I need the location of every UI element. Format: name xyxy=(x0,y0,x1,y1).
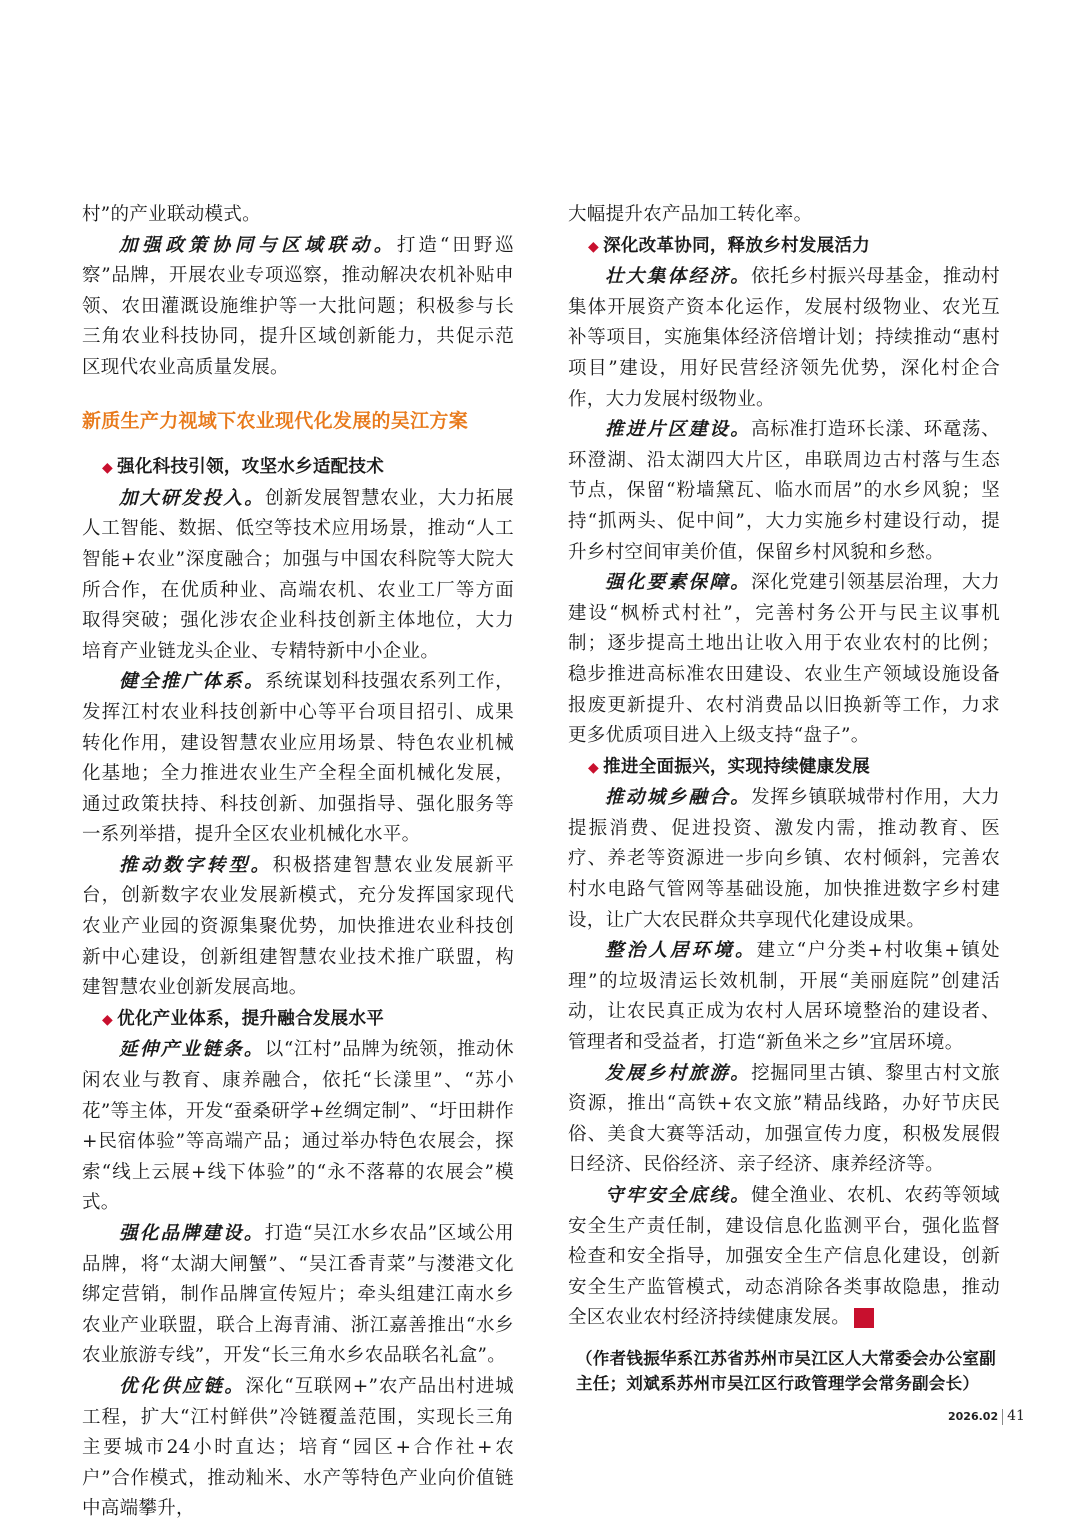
paragraph-body: 系统谋划科技强农系列工作，发挥江村农业科技创新中心等平台项目招引、成果转化作用，建设智慧农业应用场景、特色农业机械化基地；全力推进农业生产全程全面机械化发展，通过政策扶持、科技创新、加强指导、强化服务等一系列举措，提升全区农业机械化水平。 xyxy=(82,671,514,846)
paragraph-body: 健全渔业、农机、农药等领域安全生产责任制，建设信息化监测平台，强化监督检查和安全指导，加强安全生产信息化建设，创新安全生产监管模式，动态消除各类事故隐患，推动全区农业农村经济持续健康发展。 xyxy=(568,1185,1000,1329)
paragraph-body: 深化党建引领基层治理，大力建设“枫桥式村社”，完善村务公开与民主议事机制；逐步提高土地出让收入用于农业农村的比例；稳步推进高标准农田建设、农业生产领域设施设备报废更新提升、农村消费品以旧换新等工作，力求更多优质项目进入上级支持“盘子”。 xyxy=(568,572,1000,747)
paragraph-body: 打造“吴江水乡农品”区域公用品牌，将“太湖大闸蟹”、“吴江香青菜”与漤港文化绑定营销，制作品牌宣传短片；牵头组建江南水乡农业产业联盟，联合上海青浦、浙江嘉善推出“水乡农业旅游专线”，开发“长三角水乡农品联名礼盒”。 xyxy=(82,1223,514,1367)
paragraph xyxy=(568,415,1000,568)
diamond-bullet-icon: ◆ xyxy=(588,759,600,776)
diamond-bullet-icon: ◆ xyxy=(102,1011,114,1028)
paragraph-body: 建立“户分类+村收集+镇处理”的垃圾清运长效机制，开展“美丽庭院”创建活动，让农民真正成为农村人居环境整治的建设者、管理者和受益者，打造“新鱼米之乡”宜居环境。 xyxy=(568,940,1000,1054)
paragraph xyxy=(568,1181,1000,1334)
paragraph-lead: 发展乡村旅游。 xyxy=(605,1062,752,1084)
subheading xyxy=(82,452,514,484)
paragraph xyxy=(82,1035,514,1219)
paragraph-lead: 推动城乡融合。 xyxy=(605,787,752,809)
paragraph-lead: 推进片区建设。 xyxy=(605,419,752,441)
paragraph-lead: 整治人居环境。 xyxy=(605,940,757,962)
diamond-bullet-icon: ◆ xyxy=(102,460,114,477)
paragraph xyxy=(82,851,514,1004)
paragraph-lead: 壮大集体经济。 xyxy=(605,266,752,288)
paragraph-body: 挖掘同里古镇、黎里古村文旅资源，推出“高铁+农文旅”精品线路，办好节庆民俗、美食大赛等活动，加强宣传力度，积极发展假日经济、民俗经济、亲子经济、康养经济等。 xyxy=(568,1062,1000,1176)
paragraph-body: 依托乡村振兴母基金，推动村集体开展资产资本化运作，发展村级物业、农光互补等项目，实施集体经济倍增计划；持续推动“惠村项目”建设，用好民营经济领先优势，深化村企合作，大力发展村级物业。 xyxy=(568,266,1000,410)
page-number: 41 xyxy=(1007,1408,1025,1424)
paragraph-lead: 优化供应链。 xyxy=(119,1375,246,1397)
paragraph xyxy=(568,1059,1000,1181)
paragraph-body: 打造“田野巡察”品牌，开展农业专项巡察，推动解决农机补贴申领、农田灌溉设施维护等一大批问题；积极参与长三角农业科技协同，提升区域创新能力，共促示范区现代农业高质量发展。 xyxy=(82,234,514,378)
section-title: 新质生产力视域下农业现代化发展的吴江方案 xyxy=(82,409,469,432)
paragraph-body: 高标准打造环长漾、环鼋荡、环澄湖、沿太湖四大片区，串联周边古村落与生态节点，保留“粉墙黛瓦、临水而居”的水乡风貌；坚持“抓两头、促中间”，大力实施乡村建设行动，提升乡村空间审美价值，保留乡村风貌和乡愁。 xyxy=(568,419,1000,563)
paragraph-body: 深化“互联网+”农产品出村进城工程，扩大“江村鲜供”冷链覆盖范围，实现长三角主要城市24小时直达；培育“园区+合作社+农户”合作模式，推动籼米、水产等特色产业向价值链中高端攀升， xyxy=(82,1375,514,1520)
left-column xyxy=(82,200,514,1525)
paragraph xyxy=(568,568,1000,752)
paragraph-body: 发挥乡镇联城带村作用，大力提振消费、促进投资、激发内需，推动教育、医疗、养老等资源进一步向乡镇、农村倾斜，完善农村水电路气管网等基础设施，加快推进数字乡村建设，让广大农民群众共享现代化建设成果。 xyxy=(568,787,1000,931)
issue-number: 2026.02 xyxy=(948,1410,999,1423)
paragraph-lead: 守牢安全底线。 xyxy=(605,1185,752,1206)
paragraph-lead: 推动数字转型。 xyxy=(119,854,273,876)
subheading xyxy=(568,752,1000,784)
end-mark-icon: 村 xyxy=(854,1308,874,1328)
paragraph xyxy=(568,262,1000,415)
author-note: （作者钱振华系江苏省苏州市吴江区人大常委会办公室副主任；刘斌系苏州市吴江区行政管理学会常务副会长） xyxy=(576,1348,996,1393)
diamond-bullet-icon: ◆ xyxy=(588,238,600,255)
subheading-text: 深化改革协同，释放乡村发展活力 xyxy=(603,235,871,256)
paragraph-lead: 健全推广体系。 xyxy=(119,671,266,693)
subheading-text: 推进全面振兴，实现持续健康发展 xyxy=(603,756,871,777)
paragraph-body: 以“江村”品牌为统领，推动休闲农业与教育、康养融合，依托“长漾里”、“苏小花”等主体，开发“蚕桑研学+丝绸定制”、“圩田耕作+民宿体验”等高端产品；通过举办特色农展会，探索“线上云展+线下体验”的“永不落幕的农展会”模式。 xyxy=(82,1039,514,1214)
paragraph xyxy=(82,1219,514,1372)
paragraph-lead: 强化要素保障。 xyxy=(605,572,752,594)
subheading-text: 优化产业体系，提升融合发展水平 xyxy=(117,1008,385,1029)
paragraph-lead: 强化品牌建设。 xyxy=(119,1223,265,1244)
footer-divider xyxy=(1002,1409,1003,1425)
subheading-text: 强化科技引领，攻坚水乡适配技术 xyxy=(117,457,385,478)
paragraph: 村”的产业联动模式。 xyxy=(82,204,261,225)
paragraph xyxy=(82,1372,514,1525)
paragraph-lead: 加强政策协同与区域联动。 xyxy=(119,234,397,256)
paragraph xyxy=(568,936,1000,1058)
right-column xyxy=(568,200,1000,1396)
paragraph-body: 创新发展智慧农业，大力拓展人工智能、数据、低空等技术应用场景，推动“人工智能+农业”深度融合；加强与中国农科院等大院大所合作，在优质种业、高端农机、农业工厂等方面取得突破；强化涉农企业科技创新主体地位，大力培育产业链龙头企业、专精特新中小企业。 xyxy=(82,487,514,662)
paragraph: 大幅提升农产品加工转化率。 xyxy=(568,204,813,225)
paragraph xyxy=(568,783,1000,936)
paragraph-lead: 加大研发投入。 xyxy=(119,487,266,509)
subheading xyxy=(568,231,1000,263)
page-footer xyxy=(948,1408,1025,1425)
paragraph xyxy=(82,667,514,851)
subheading xyxy=(82,1004,514,1036)
paragraph xyxy=(82,484,514,668)
paragraph-lead: 延伸产业链条。 xyxy=(119,1039,265,1061)
paragraph xyxy=(82,231,514,384)
paragraph-body: 积极搭建智慧农业发展新平台，创新数字农业发展新模式，充分发挥国家现代农业产业园的资源集聚优势，加快推进农业科技创新中心建设，创新组建智慧农业技术推广联盟，构建智慧农业创新发展高地。 xyxy=(82,854,514,999)
